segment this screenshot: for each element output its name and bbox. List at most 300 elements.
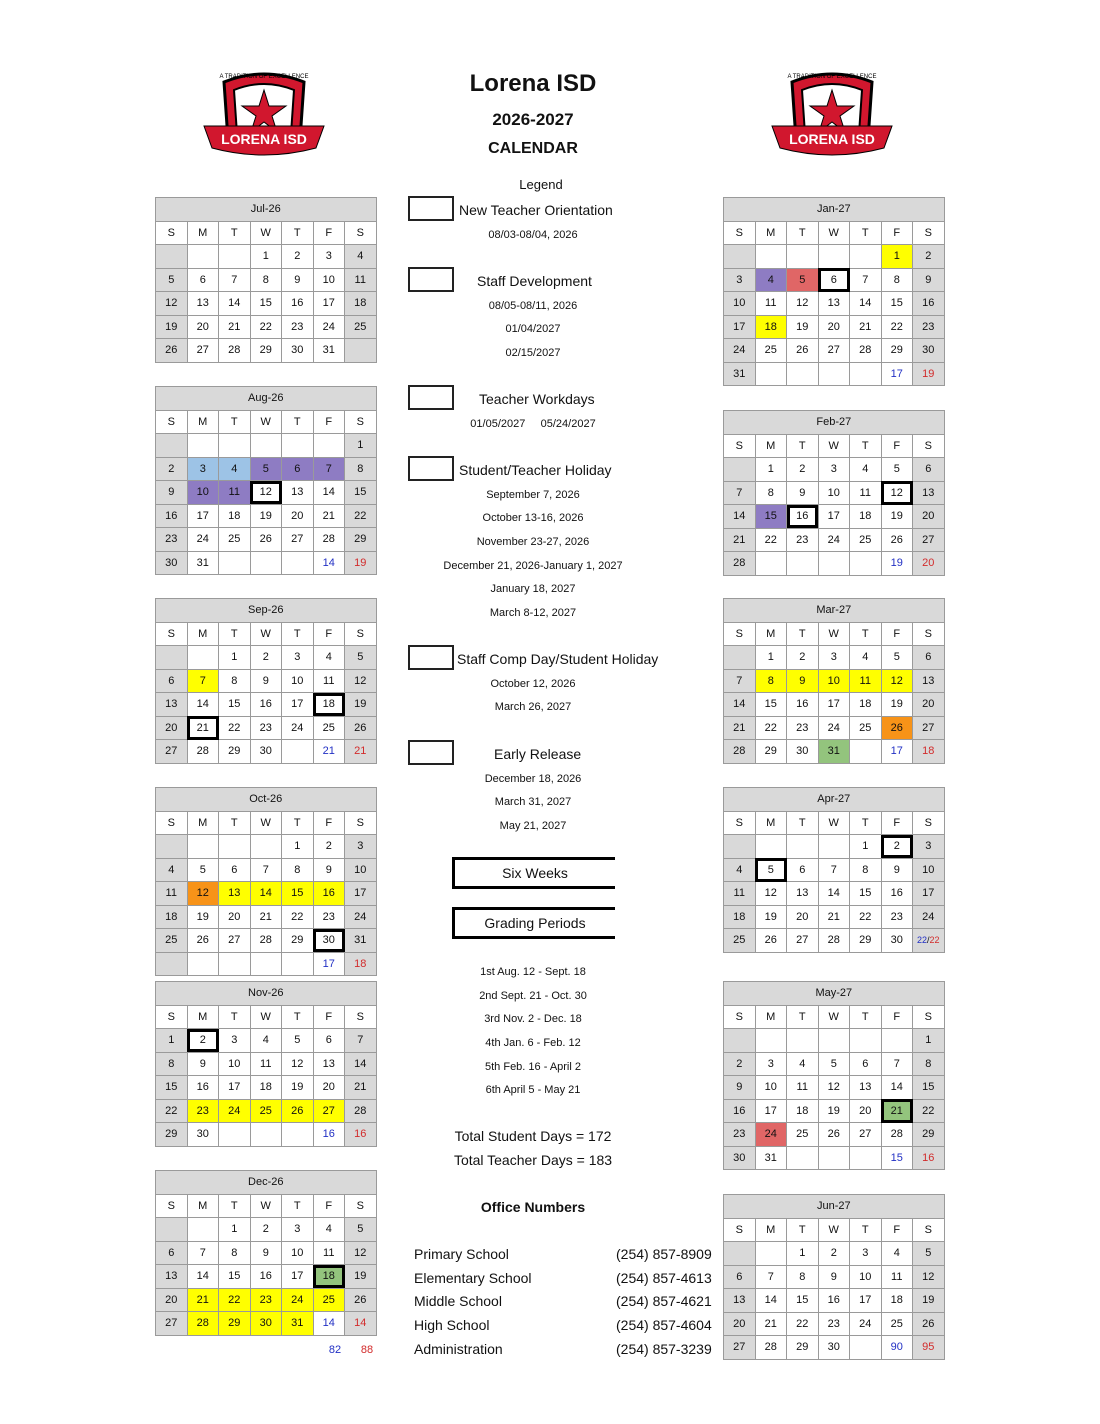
day-cell: 25	[787, 1123, 819, 1147]
day-cell: 1	[755, 646, 787, 670]
teacher-days-total: 19	[881, 552, 913, 576]
day-header: T	[282, 1194, 314, 1218]
day-header: T	[282, 410, 314, 434]
day-cell: 15	[345, 481, 377, 505]
month-may	[723, 981, 945, 1170]
day-cell: 10	[913, 858, 945, 882]
day-cell: 18	[787, 1099, 819, 1123]
day-cell: 6	[913, 646, 945, 670]
day-cell: 29	[881, 339, 913, 363]
empty-cell	[787, 245, 819, 269]
day-cell: 30	[250, 740, 282, 764]
day-cell: 23	[818, 1312, 850, 1336]
day-cell: 12	[345, 1241, 377, 1265]
day-cell: 29	[156, 1123, 188, 1147]
student-days-total: 22	[929, 935, 940, 946]
day-cell: 25	[755, 339, 787, 363]
day-cell: 31	[313, 339, 345, 363]
day-cell: 22	[850, 905, 882, 929]
day-cell: 29	[250, 339, 282, 363]
day-header: M	[187, 811, 219, 835]
day-cell: 16	[250, 1265, 282, 1289]
legend-label-early-release: Early Release	[494, 746, 582, 762]
day-cell: 30	[724, 1146, 756, 1170]
day-cell: 20	[187, 315, 219, 339]
day-cell: 29	[850, 929, 882, 953]
day-cell: 19	[345, 1265, 377, 1289]
day-header: S	[345, 221, 377, 245]
day-cell: 5	[187, 858, 219, 882]
empty-cell	[850, 245, 882, 269]
day-cell: 31	[282, 1312, 314, 1336]
day-header: S	[913, 622, 945, 646]
legend-swatch-yellow	[408, 456, 454, 481]
totals-split-cell: 22/22	[913, 929, 945, 953]
day-cell: 27	[156, 1312, 188, 1336]
day-cell: 24	[913, 905, 945, 929]
day-cell: 3	[818, 458, 850, 482]
empty-cell	[818, 835, 850, 859]
day-cell: 22	[219, 1288, 251, 1312]
empty-cell	[724, 458, 756, 482]
legend-date: March 8-12, 2027	[489, 607, 577, 619]
empty-cell	[313, 434, 345, 458]
day-cell: 9	[787, 669, 819, 693]
day-cell: 10	[219, 1052, 251, 1076]
day-cell: 1	[850, 835, 882, 859]
legend-date: 08/03-08/04, 2026	[488, 229, 578, 241]
day-cell: 10	[724, 292, 756, 316]
day-header: T	[850, 434, 882, 458]
day-cell: 21	[345, 1076, 377, 1100]
day-cell: 25	[724, 929, 756, 953]
day-cell: 2	[156, 457, 188, 481]
day-cell: 2	[250, 1218, 282, 1242]
day-cell: 16	[787, 505, 819, 529]
day-cell: 15	[250, 292, 282, 316]
day-header: T	[850, 1218, 882, 1242]
day-cell: 13	[913, 481, 945, 505]
day-cell: 12	[250, 481, 282, 505]
day-cell: 26	[881, 528, 913, 552]
day-cell: 3	[345, 835, 377, 859]
day-cell: 3	[724, 268, 756, 292]
day-header: F	[881, 1005, 913, 1029]
day-cell: 22	[250, 315, 282, 339]
day-header: W	[818, 434, 850, 458]
day-cell: 16	[787, 693, 819, 717]
day-cell: 13	[818, 292, 850, 316]
day-cell: 27	[313, 1099, 345, 1123]
day-header: W	[250, 1194, 282, 1218]
legend-date: October 12, 2026	[490, 678, 576, 690]
month-title: Jun-27	[724, 1195, 945, 1219]
day-header: M	[187, 221, 219, 245]
day-cell: 22	[755, 716, 787, 740]
day-header: W	[250, 1005, 282, 1029]
day-header: T	[219, 410, 251, 434]
empty-cell	[156, 245, 188, 269]
day-cell: 17	[282, 693, 314, 717]
legend-date: 08/05-08/11, 2026	[488, 300, 578, 312]
day-cell: 4	[724, 858, 756, 882]
day-cell: 17	[818, 505, 850, 529]
day-cell: 6	[724, 1265, 756, 1289]
grading-period: 4th Jan. 6 - Feb. 12	[485, 1037, 581, 1049]
day-cell: 12	[913, 1265, 945, 1289]
day-cell: 13	[156, 693, 188, 717]
day-cell: 28	[755, 1336, 787, 1360]
student-days-total: 20	[913, 552, 945, 576]
empty-cell	[250, 434, 282, 458]
day-cell: 15	[282, 882, 314, 906]
day-cell: 27	[850, 1123, 882, 1147]
day-cell: 19	[755, 905, 787, 929]
day-cell: 24	[818, 528, 850, 552]
day-cell: 24	[187, 528, 219, 552]
day-cell: 15	[219, 693, 251, 717]
day-cell: 20	[850, 1099, 882, 1123]
day-cell: 22	[755, 528, 787, 552]
day-cell: 5	[881, 458, 913, 482]
month-sep	[155, 598, 377, 764]
day-cell: 5	[913, 1242, 945, 1266]
day-cell: 23	[787, 528, 819, 552]
day-cell: 6	[850, 1052, 882, 1076]
day-cell: 11	[755, 292, 787, 316]
day-cell: 14	[250, 882, 282, 906]
day-cell: 30	[787, 740, 819, 764]
day-cell: 21	[850, 315, 882, 339]
day-cell: 17	[850, 1289, 882, 1313]
day-cell: 5	[156, 268, 188, 292]
day-header: S	[913, 1005, 945, 1029]
day-cell: 31	[724, 362, 756, 386]
day-cell: 23	[250, 716, 282, 740]
month-jan	[723, 197, 945, 386]
day-header: S	[913, 434, 945, 458]
day-cell: 21	[755, 1312, 787, 1336]
day-cell: 28	[187, 740, 219, 764]
day-cell: 18	[724, 905, 756, 929]
empty-cell	[219, 245, 251, 269]
day-cell: 9	[187, 1052, 219, 1076]
day-cell: 27	[282, 528, 314, 552]
day-cell: 10	[850, 1265, 882, 1289]
day-cell: 17	[313, 292, 345, 316]
day-cell: 29	[219, 740, 251, 764]
legend-title: Legend	[519, 177, 563, 192]
day-cell: 9	[724, 1076, 756, 1100]
day-header: F	[881, 221, 913, 245]
day-cell: 2	[250, 646, 282, 670]
day-header: F	[881, 434, 913, 458]
day-cell: 9	[250, 669, 282, 693]
day-cell: 26	[913, 1312, 945, 1336]
day-cell: 15	[755, 505, 787, 529]
office-phone: (254) 857-4613	[616, 1270, 712, 1286]
day-cell: 24	[724, 339, 756, 363]
day-header: T	[219, 811, 251, 835]
month-mar	[723, 598, 945, 764]
day-cell: 20	[724, 1312, 756, 1336]
legend-swatch-green	[408, 740, 454, 765]
day-cell: 7	[724, 669, 756, 693]
day-cell: 27	[913, 716, 945, 740]
day-header: S	[724, 221, 756, 245]
day-cell: 2	[282, 245, 314, 269]
day-header: S	[724, 434, 756, 458]
empty-cell	[219, 434, 251, 458]
day-cell: 18	[219, 504, 251, 528]
day-header: S	[724, 1218, 756, 1242]
day-cell: 17	[219, 1076, 251, 1100]
day-header: W	[250, 221, 282, 245]
day-cell: 11	[850, 669, 882, 693]
day-cell: 21	[724, 528, 756, 552]
grading-period: 2nd Sept. 21 - Oct. 30	[479, 990, 587, 1002]
legend-date: November 23-27, 2026	[476, 536, 590, 548]
day-cell: 2	[913, 245, 945, 269]
day-cell: 7	[250, 858, 282, 882]
svg-text:LORENA ISD: LORENA ISD	[221, 131, 307, 147]
day-cell: 12	[282, 1052, 314, 1076]
day-cell: 31	[818, 740, 850, 764]
day-cell: 5	[787, 268, 819, 292]
day-cell: 20	[913, 693, 945, 717]
empty-cell	[755, 245, 787, 269]
empty-cell	[156, 835, 188, 859]
day-cell: 12	[818, 1076, 850, 1100]
day-cell: 1	[787, 1242, 819, 1266]
day-cell: 30	[818, 1336, 850, 1360]
day-cell: 12	[755, 882, 787, 906]
day-cell: 30	[156, 551, 188, 575]
day-cell: 28	[187, 1312, 219, 1336]
month-aug	[155, 386, 377, 575]
office-phone: (254) 857-8909	[616, 1246, 712, 1262]
day-cell: 6	[787, 858, 819, 882]
day-cell: 15	[850, 882, 882, 906]
day-header: F	[881, 622, 913, 646]
school-year: 2026-2027	[492, 110, 574, 129]
empty-cell	[156, 952, 188, 976]
student-days-total: 14	[345, 1312, 377, 1336]
day-header: T	[850, 221, 882, 245]
day-cell: 24	[313, 315, 345, 339]
empty-cell	[345, 339, 377, 363]
day-cell: 5	[345, 1218, 377, 1242]
day-cell: 18	[850, 505, 882, 529]
day-header: T	[850, 811, 882, 835]
day-cell: 26	[345, 716, 377, 740]
day-cell: 20	[156, 1288, 188, 1312]
day-header: T	[787, 622, 819, 646]
day-header: F	[313, 410, 345, 434]
day-cell: 30	[187, 1123, 219, 1147]
day-cell: 5	[755, 858, 787, 882]
day-header: S	[156, 1194, 188, 1218]
empty-cell	[250, 952, 282, 976]
day-cell: 1	[881, 245, 913, 269]
day-cell: 30	[282, 339, 314, 363]
month-title: Nov-26	[156, 982, 377, 1006]
day-header: S	[345, 1005, 377, 1029]
day-cell: 26	[187, 929, 219, 953]
day-cell: 7	[219, 268, 251, 292]
student-days-total: 19	[913, 362, 945, 386]
day-cell: 17	[913, 882, 945, 906]
day-header: W	[818, 622, 850, 646]
teacher-days-total: 14	[313, 551, 345, 575]
empty-cell	[787, 362, 819, 386]
day-cell: 27	[219, 929, 251, 953]
day-cell: 5	[250, 457, 282, 481]
month-title: Dec-26	[156, 1171, 377, 1195]
day-header: T	[850, 1005, 882, 1029]
day-cell: 4	[881, 1242, 913, 1266]
empty-cell	[187, 646, 219, 670]
day-cell: 14	[850, 292, 882, 316]
day-header: M	[755, 1218, 787, 1242]
day-cell: 26	[156, 339, 188, 363]
day-cell: 23	[913, 315, 945, 339]
day-cell: 24	[219, 1099, 251, 1123]
empty-cell	[850, 552, 882, 576]
day-cell: 6	[219, 858, 251, 882]
day-cell: 25	[156, 929, 188, 953]
grading-period: 6th April 5 - May 21	[485, 1084, 581, 1096]
day-cell: 30	[250, 1312, 282, 1336]
day-cell: 2	[187, 1029, 219, 1053]
month-feb	[723, 410, 945, 576]
day-cell: 16	[250, 693, 282, 717]
empty-cell	[881, 1029, 913, 1053]
day-cell: 4	[313, 1218, 345, 1242]
day-cell: 19	[250, 504, 282, 528]
legend-label-new-teacher: New Teacher Orientation	[459, 202, 613, 218]
day-cell: 28	[313, 528, 345, 552]
empty-cell	[282, 434, 314, 458]
district-title: Lorena ISD	[469, 70, 597, 97]
day-cell: 25	[219, 528, 251, 552]
day-cell: 7	[724, 481, 756, 505]
day-cell: 15	[755, 693, 787, 717]
day-header: M	[187, 1005, 219, 1029]
day-header: S	[724, 1005, 756, 1029]
day-cell: 10	[313, 268, 345, 292]
day-cell: 2	[787, 458, 819, 482]
month-title: Oct-26	[156, 788, 377, 812]
empty-cell	[187, 434, 219, 458]
day-cell: 9	[913, 268, 945, 292]
day-header: T	[787, 1218, 819, 1242]
day-cell: 1	[913, 1029, 945, 1053]
month-title: Apr-27	[724, 788, 945, 812]
day-cell: 28	[219, 339, 251, 363]
day-cell: 11	[345, 268, 377, 292]
day-cell: 25	[850, 528, 882, 552]
grading-period: 1st Aug. 12 - Sept. 18	[480, 966, 586, 978]
day-header: T	[219, 221, 251, 245]
day-cell: 8	[755, 669, 787, 693]
day-cell: 3	[313, 245, 345, 269]
day-header: M	[187, 410, 219, 434]
day-header: S	[156, 221, 188, 245]
day-cell: 25	[250, 1099, 282, 1123]
day-cell: 23	[250, 1288, 282, 1312]
empty-cell	[724, 1242, 756, 1266]
day-header: M	[755, 1005, 787, 1029]
empty-cell	[755, 552, 787, 576]
day-cell: 10	[282, 669, 314, 693]
day-header: S	[156, 622, 188, 646]
dec-total-teacher-days: 82	[328, 1344, 342, 1356]
day-cell: 16	[187, 1076, 219, 1100]
day-cell: 7	[881, 1052, 913, 1076]
day-cell: 2	[724, 1052, 756, 1076]
day-cell: 18	[345, 292, 377, 316]
day-cell: 20	[282, 504, 314, 528]
student-days-total: 18	[913, 740, 945, 764]
month-dec	[155, 1170, 377, 1336]
day-cell: 11	[250, 1052, 282, 1076]
day-cell: 30	[881, 929, 913, 953]
day-cell: 30	[313, 929, 345, 953]
day-cell: 23	[313, 905, 345, 929]
day-cell: 24	[282, 716, 314, 740]
day-header: M	[187, 622, 219, 646]
day-cell: 22	[219, 716, 251, 740]
empty-cell	[850, 1029, 882, 1053]
day-cell: 4	[219, 457, 251, 481]
day-header: T	[787, 811, 819, 835]
legend-swatch-orange	[408, 645, 454, 670]
day-cell: 14	[345, 1052, 377, 1076]
empty-cell	[818, 552, 850, 576]
day-header: F	[313, 1194, 345, 1218]
day-header: F	[313, 1005, 345, 1029]
day-cell: 10	[818, 669, 850, 693]
day-cell: 27	[187, 339, 219, 363]
legend-label-workdays: Teacher Workdays	[479, 391, 595, 407]
day-header: W	[818, 811, 850, 835]
day-cell: 23	[187, 1099, 219, 1123]
empty-cell	[724, 245, 756, 269]
day-cell: 25	[313, 1288, 345, 1312]
day-cell: 9	[313, 858, 345, 882]
day-cell: 2	[818, 1242, 850, 1266]
day-header: S	[345, 811, 377, 835]
day-cell: 12	[187, 882, 219, 906]
legend-label-comp-day: Staff Comp Day/Student Holiday	[457, 651, 659, 667]
day-header: F	[881, 811, 913, 835]
day-cell: 17	[282, 1265, 314, 1289]
total-student-days: Total Student Days = 172	[454, 1128, 612, 1144]
day-cell: 1	[219, 1218, 251, 1242]
office-phone: (254) 857-3239	[616, 1341, 712, 1357]
legend-label-staff-dev: Staff Development	[477, 273, 592, 289]
day-cell: 21	[219, 315, 251, 339]
day-cell: 3	[755, 1052, 787, 1076]
day-cell: 8	[913, 1052, 945, 1076]
day-cell: 29	[755, 740, 787, 764]
day-cell: 16	[724, 1099, 756, 1123]
day-cell: 11	[850, 481, 882, 505]
day-cell: 11	[313, 669, 345, 693]
empty-cell	[282, 952, 314, 976]
day-cell: 18	[881, 1289, 913, 1313]
